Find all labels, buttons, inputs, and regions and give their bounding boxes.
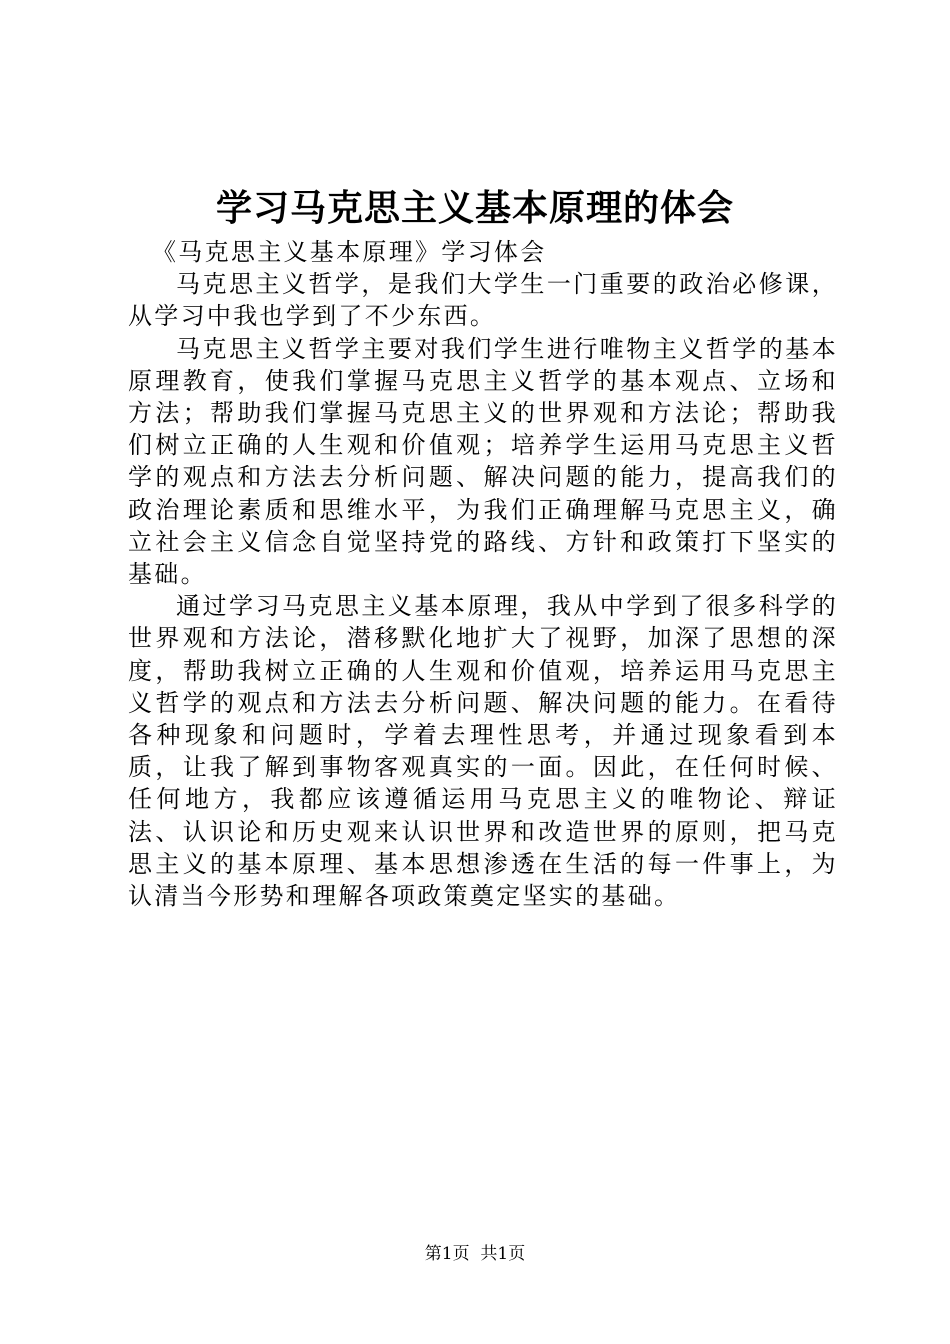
paragraph-3: 通过学习马克思主义基本原理，我从中学到了很多科学的世界观和方法论，潜移默化地扩大了视野，加深了思想的深度，帮助我树立正确的人生观和价值观，培养运用马克思主义哲学的观点和方法去分析问题、解决问题的能力。在看待各种现象和问题时，学着去理性思考，并通过现象看到本质，让我了解到事物客观真实的一面。因此，在任何时候、任何地方，我都应该遵循运用马克思主义的唯物论、辩证法、认识论和历史观来认识世界和改造世界的原则，把马克思主义的基本原理、基本思想渗透在生活的每一件事上，为认清当今形势和理解各项政策奠定坚实的基础。 — [128, 592, 838, 911]
page-footer — [0, 1242, 950, 1266]
document-body — [128, 236, 838, 912]
paragraph-2: 马克思主义哲学主要对我们学生进行唯物主义哲学的基本原理教育，使我们掌握马克思主义哲学的基本观点、立场和方法；帮助我们掌握马克思主义的世界观和方法论；帮助我们树立正确的人生观和价值观；培养学生运用马克思主义哲学的观点和方法去分析问题、解决问题的能力，提高我们的政治理论素质和思维水平，为我们正确理解马克思主义，确立社会主义信念自觉坚持党的路线、方针和政策打下坚实的基础。 — [128, 334, 838, 589]
page-total: 共1页 — [480, 1244, 526, 1264]
document-title: 学习马克思主义基本原理的体会 — [215, 187, 734, 229]
page-number: 第1页 — [424, 1244, 470, 1264]
paragraph-1: 马克思主义哲学，是我们大学生一门重要的政治必修课，从学习中我也学到了不少东西。 — [128, 270, 838, 331]
subtitle-line: 《马克思主义基本原理》学习体会 — [152, 238, 547, 266]
